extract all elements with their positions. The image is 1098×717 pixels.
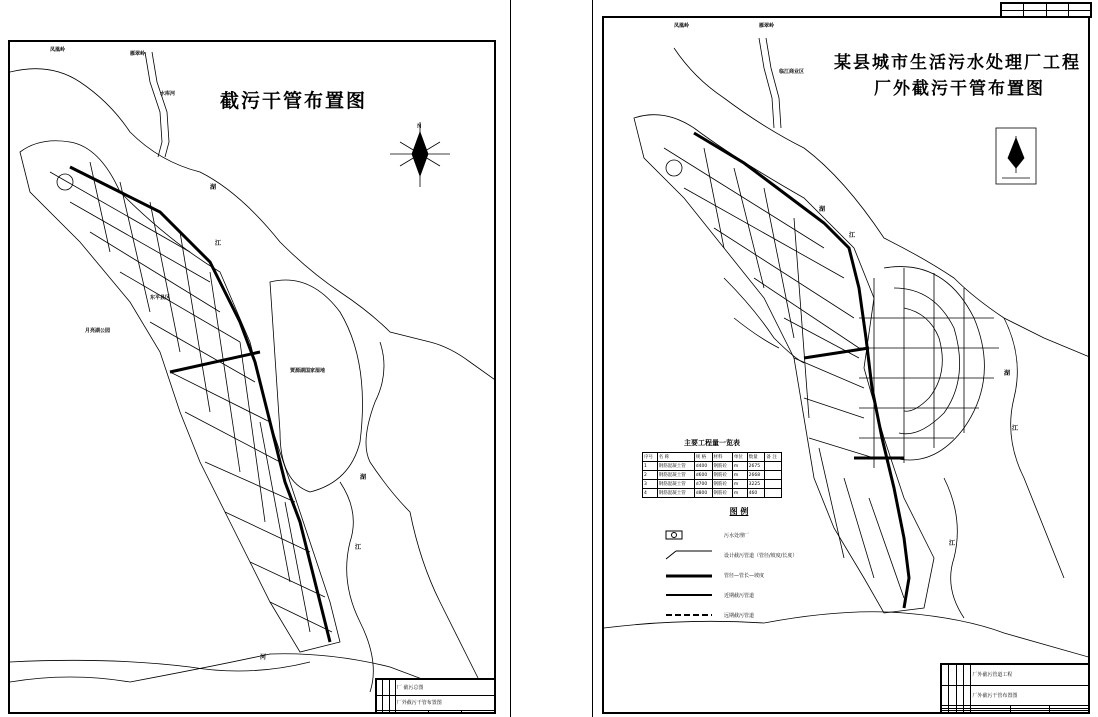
title-block [940,663,1090,714]
treatment-plant-icon [664,530,684,540]
map-label: 临江商业区 [779,69,805,75]
table-cell: 钢筋砼 [712,471,732,480]
legend-label: 设计截污管道（管径/坡度/长度） [724,552,798,559]
table-header: 材料 [712,453,732,462]
right-title-line1: 某县城市生活污水处理厂工程 [834,53,1081,73]
table-cell: m [732,471,747,480]
table-cell [765,462,782,471]
table-cell: 钢筋混凝土管 [657,480,694,489]
table-header: 规 格 [694,453,712,462]
map-label: 湖 [360,474,367,481]
table-cell: m [732,462,747,471]
table-cell: 1 [643,462,658,471]
left-map [10,42,496,714]
legend-item [664,565,814,585]
table-header: 名 称 [657,453,694,462]
left-drawing-sheet [8,40,496,714]
table-cell: 钢筋混凝土管 [657,489,694,498]
table-cell: 钢筋混凝土管 [657,471,694,480]
north-arrow-icon [390,122,450,187]
map-label: 贾源湖国家湿地 [290,368,326,374]
table-header: 备 注 [765,453,782,462]
legend [664,506,814,625]
table-row [643,489,782,498]
table-cell: 钢筋砼 [712,462,732,471]
title-block [375,678,496,714]
map-label: 河 [260,654,267,661]
legend-label: 远期截污管道 [724,612,755,619]
table-row [643,462,782,471]
table-row [643,471,782,480]
table-header: 单位 [732,453,747,462]
map-label: 湖 [819,206,826,213]
table-cell [765,489,782,498]
title-block-project: 厂外截污干管布置图 [971,685,1089,706]
table-cell: d700 [694,480,712,489]
sheet-divider [510,0,511,717]
table-cell: 3 [643,480,658,489]
legend-item [664,605,814,625]
legend-label: 近期截污管道 [724,592,755,599]
pipe-spec-icon [664,570,714,580]
right-title-line2: 厂外截污干管布置图 [874,79,1045,99]
table-header: 数量 [747,453,765,462]
map-label: 江 [849,232,856,239]
map-label: 水库河 [160,91,176,97]
map-label: 江 [355,544,362,551]
map-label: 月亮湖公园 [85,328,111,334]
near-term-pipe-icon [664,590,714,600]
left-title: 截污干管布置图 [220,90,368,112]
map-label: 东平县区 [150,295,171,301]
title-block-code: 厂 截污总图 [395,680,495,696]
table-cell: m [732,480,747,489]
map-label: 湖 [210,184,217,191]
title-block-project: 厂外截污干管布置图 [395,695,495,711]
map-label: 凤凰岭 [674,23,690,29]
table-cell: m [732,489,747,498]
table-cell: 2668 [747,471,765,480]
map-label: 江 [1012,425,1019,432]
legend-item [664,545,814,565]
table-cell: d800 [694,489,712,498]
table-cell: 3225 [747,480,765,489]
table-header: 序号 [643,453,658,462]
map-label: 雁翠岭 [130,51,146,57]
table-cell: 钢筋砼 [712,489,732,498]
design-pipe-icon [664,549,714,561]
legend-label: 污水处理厂 [724,532,750,539]
map-label: 雁翠岭 [759,23,775,29]
table-cell: d400 [694,462,712,471]
legend-title: 图 例 [729,507,749,516]
north-arrow-icon [996,128,1036,184]
table-cell: 2675 [747,462,765,471]
long-term-pipe-icon [664,610,714,620]
table-row [643,480,782,489]
quantity-table-title: 主要工程量一览表 [684,439,740,447]
map-label: 湖 [1004,370,1011,377]
table-cell [765,471,782,480]
right-drawing-sheet [602,16,1090,714]
svg-text:N: N [417,123,422,130]
map-label: 江 [949,540,956,547]
legend-item [664,585,814,605]
table-cell: 460 [747,489,765,498]
legend-item [664,525,814,545]
map-label: 江 [215,240,222,247]
sheet-divider [592,0,593,717]
table-cell: 钢筋砼 [712,480,732,489]
table-cell: d600 [694,471,712,480]
title-block-code: 厂外截污管道工程 [971,665,1089,686]
map-label: 凤凰岭 [50,47,66,53]
legend-label: 管径—管长—坡度 [724,572,765,579]
table-cell: 钢筋混凝土管 [657,462,694,471]
table-cell: 2 [643,471,658,480]
quantity-table [642,438,782,498]
table-cell: 4 [643,489,658,498]
table-cell [765,480,782,489]
